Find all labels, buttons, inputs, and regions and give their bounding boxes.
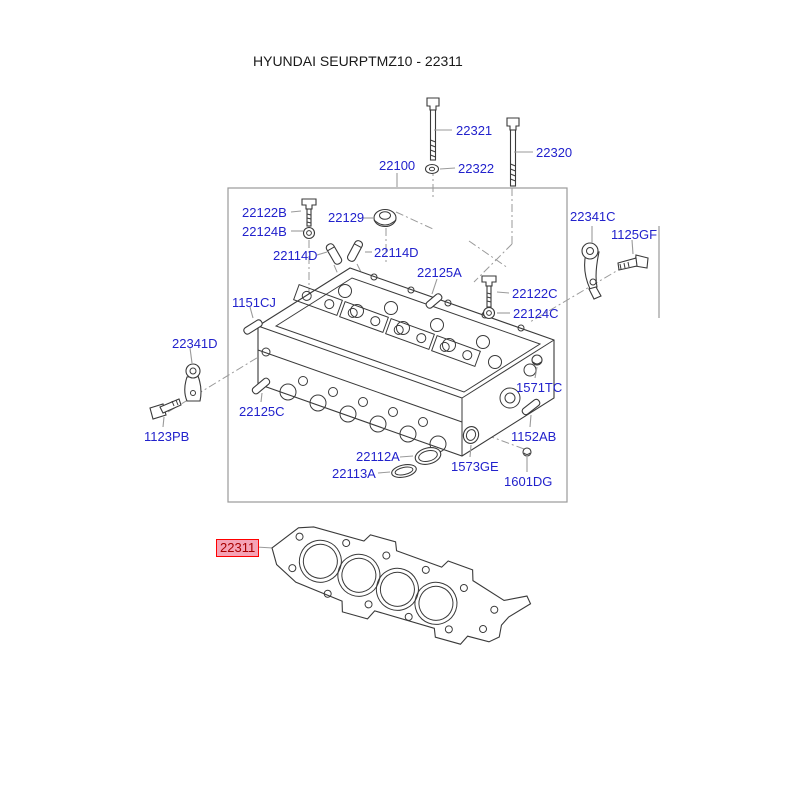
part-label-1151CJ[interactable]: 1151CJ — [232, 295, 276, 310]
cylinder-head-drawing — [258, 268, 557, 456]
oring-22112A-drawing — [413, 445, 442, 467]
part-label-22341C[interactable]: 22341C — [570, 209, 616, 224]
nut-22124B-drawing — [304, 228, 315, 239]
part-label-1571TC[interactable]: 1571TC — [516, 380, 563, 395]
part-label-22125A[interactable]: 22125A — [417, 265, 462, 280]
page-title: HYUNDAI SEURPTMZ10 - 22311 — [253, 53, 463, 69]
dowel-pin-22114D-left-drawing — [325, 242, 343, 265]
part-label-1601DG[interactable]: 1601DG — [504, 474, 553, 489]
part-label-22129[interactable]: 22129 — [328, 210, 365, 225]
part-label-22341D[interactable]: 22341D — [172, 336, 218, 351]
part-label-22100[interactable]: 22100 — [379, 158, 416, 173]
part-label-22124B[interactable]: 22124B — [242, 224, 287, 239]
part-label-1152AB[interactable]: 1152AB — [511, 429, 557, 444]
bolt-1123PB-drawing — [150, 399, 181, 419]
part-label-22124C[interactable]: 22124C — [513, 306, 559, 321]
gasket-ring-22113A-drawing — [391, 463, 418, 480]
bracket-22341D-drawing — [185, 364, 201, 401]
part-label-1573GE[interactable]: 1573GE — [451, 459, 499, 474]
part-label-22112A[interactable]: 22112A — [356, 449, 400, 464]
ball-1601DG-drawing — [523, 448, 531, 456]
head-gasket-22311-drawing — [260, 503, 535, 672]
part-label-22321[interactable]: 22321 — [456, 123, 493, 138]
part-label-22113A[interactable]: 22113A — [332, 466, 376, 481]
part-label-22320[interactable]: 22320 — [536, 145, 573, 160]
part-label-22311-highlighted[interactable]: 22311 — [216, 539, 259, 557]
ball-1571TC-drawing — [532, 355, 542, 365]
part-label-22122B[interactable]: 22122B — [242, 205, 287, 220]
nut-22124C-drawing — [484, 308, 495, 319]
dowel-pin-22114D-right-drawing — [346, 239, 363, 262]
bolt-22122B-drawing — [302, 199, 316, 226]
bracket-22341C-drawing — [582, 243, 601, 299]
part-label-22114D-right[interactable]: 22114D — [374, 245, 419, 260]
part-label-1125GF[interactable]: 1125GF — [611, 227, 658, 242]
bolt-1125GF-drawing — [618, 255, 648, 270]
bolt-22122C-drawing — [482, 276, 496, 307]
part-label-22125C[interactable]: 22125C — [239, 404, 285, 419]
head-bolt-22321-drawing — [427, 98, 439, 160]
part-label-22122C[interactable]: 22122C — [512, 286, 558, 301]
washer-22322-drawing — [426, 165, 439, 174]
part-label-22322[interactable]: 22322 — [458, 161, 495, 176]
part-label-22114D-left[interactable]: 22114D — [273, 248, 318, 263]
cap-22129-drawing — [374, 210, 396, 227]
part-label-1123PB[interactable]: 1123PB — [144, 429, 190, 444]
